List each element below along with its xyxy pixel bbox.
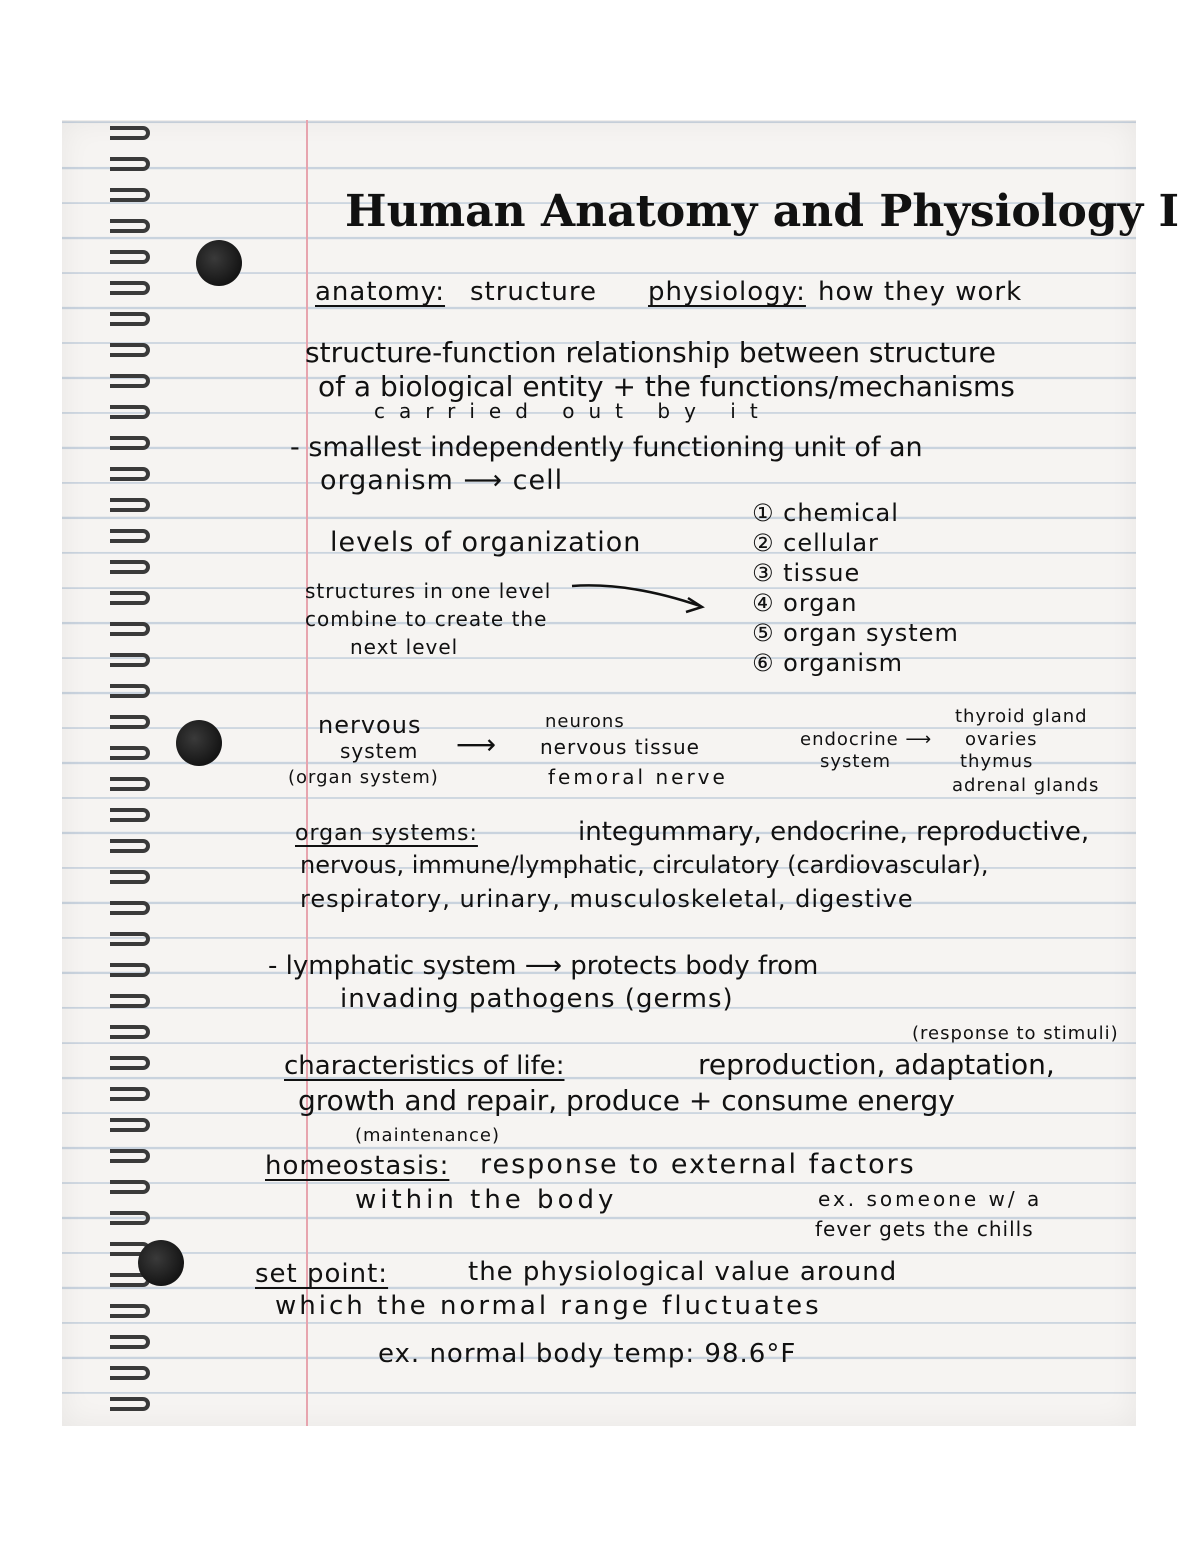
combine-line-3: next level bbox=[350, 635, 459, 659]
cell-definition-line-1: - smallest independently functioning unit of an bbox=[290, 432, 923, 463]
level-item: ① chemical bbox=[752, 499, 899, 527]
spiral-coil bbox=[110, 281, 150, 295]
nervous-system-line-3: (organ system) bbox=[288, 767, 439, 788]
homeostasis-example-2: fever gets the chills bbox=[815, 1217, 1034, 1241]
spiral-coil bbox=[110, 901, 150, 915]
level-item: ③ tissue bbox=[752, 559, 861, 587]
level-item: ② cellular bbox=[752, 529, 879, 557]
spiral-coil bbox=[110, 932, 150, 946]
adrenal-glands-label: adrenal glands bbox=[952, 775, 1100, 796]
spiral-coil bbox=[110, 1025, 150, 1039]
spiral-coil bbox=[110, 250, 150, 264]
spiral-coil bbox=[110, 157, 150, 171]
spiral-coil bbox=[110, 1056, 150, 1070]
organ-systems-line-1: integummary, endocrine, reproductive, bbox=[578, 817, 1090, 847]
nervous-system-line-1: nervous bbox=[318, 711, 422, 739]
homeostasis-line-1: response to external factors bbox=[480, 1149, 916, 1180]
organ-systems-line-3: respiratory, urinary, musculoskeletal, digestive bbox=[300, 885, 914, 913]
spiral-coil bbox=[110, 746, 150, 760]
spiral-coil bbox=[110, 653, 150, 667]
set-point-term: set point: bbox=[255, 1259, 389, 1289]
spiral-coil bbox=[110, 1304, 150, 1318]
spiral-coil bbox=[110, 622, 150, 636]
spiral-coil bbox=[110, 529, 150, 543]
characteristics-line-2: growth and repair, produce + consume energy bbox=[298, 1084, 955, 1117]
spiral-coil bbox=[110, 343, 150, 357]
neurons-label: neurons bbox=[545, 711, 625, 732]
lymphatic-line-1: - lymphatic system ⟶ protects body from bbox=[268, 951, 819, 981]
characteristics-line-1: reproduction, adaptation, bbox=[698, 1048, 1055, 1081]
anatomy-definition: structure bbox=[470, 277, 597, 307]
spiral-coil bbox=[110, 1118, 150, 1132]
spiral-coil bbox=[110, 1211, 150, 1225]
punch-hole-top bbox=[196, 240, 242, 286]
set-point-example: ex. normal body temp: 98.6°F bbox=[378, 1339, 797, 1369]
spiral-coil bbox=[110, 126, 150, 140]
spiral-binding bbox=[60, 120, 156, 1426]
spiral-coil bbox=[110, 777, 150, 791]
spiral-coil bbox=[110, 467, 150, 481]
spiral-coil bbox=[110, 219, 150, 233]
spiral-coil bbox=[110, 715, 150, 729]
spiral-coil bbox=[110, 839, 150, 853]
spiral-coil bbox=[110, 1180, 150, 1194]
homeostasis-line-2: within the body bbox=[355, 1185, 618, 1215]
spiral-coil bbox=[110, 1149, 150, 1163]
nervous-system-line-2: system bbox=[340, 739, 419, 763]
characteristics-of-life-term: characteristics of life: bbox=[284, 1051, 565, 1081]
spiral-coil bbox=[110, 436, 150, 450]
homeostasis-example-1: ex. someone w/ a bbox=[818, 1187, 1043, 1211]
physiology-term: physiology: bbox=[648, 277, 806, 307]
spiral-coil bbox=[110, 312, 150, 326]
spiral-coil bbox=[110, 498, 150, 512]
femoral-nerve-label: femoral nerve bbox=[548, 765, 728, 789]
spiral-coil bbox=[110, 870, 150, 884]
spiral-coil bbox=[110, 374, 150, 388]
set-point-line-2: which the normal range fluctuates bbox=[275, 1291, 822, 1321]
organ-systems-line-2: nervous, immune/lymphatic, circulatory (cardiovascular), bbox=[300, 851, 989, 879]
spiral-coil bbox=[110, 1087, 150, 1101]
endocrine-line-2: system bbox=[820, 751, 892, 772]
spiral-coil bbox=[110, 1335, 150, 1349]
structure-function-line-3: carried out by it bbox=[374, 399, 772, 423]
structure-function-line-1: structure-function relationship between structure bbox=[305, 336, 996, 369]
punch-hole-bottom bbox=[138, 1240, 184, 1286]
spiral-coil bbox=[110, 1397, 150, 1411]
nervous-arrow-icon: ⟶ bbox=[456, 728, 498, 761]
spiral-coil bbox=[110, 405, 150, 419]
spiral-coil bbox=[110, 591, 150, 605]
ovaries-label: ovaries bbox=[965, 729, 1038, 750]
physiology-definition: how they work bbox=[818, 277, 1023, 307]
punch-hole-middle bbox=[176, 720, 222, 766]
spiral-coil bbox=[110, 808, 150, 822]
combine-line-2: combine to create the bbox=[305, 607, 548, 631]
cell-definition-line-2: organism ⟶ cell bbox=[320, 465, 564, 496]
set-point-line-1: the physiological value around bbox=[468, 1257, 898, 1287]
level-item: ④ organ bbox=[752, 589, 858, 617]
page-title: Human Anatomy and Physiology I bbox=[345, 186, 1180, 237]
spiral-coil bbox=[110, 994, 150, 1008]
nervous-tissue-label: nervous tissue bbox=[540, 735, 700, 759]
arrow-icon bbox=[570, 578, 710, 618]
thyroid-gland-label: thyroid gland bbox=[955, 706, 1088, 727]
lymphatic-line-2: invading pathogens (germs) bbox=[340, 984, 734, 1014]
spiral-coil bbox=[110, 188, 150, 202]
spiral-coil bbox=[110, 963, 150, 977]
spiral-coil bbox=[110, 1366, 150, 1380]
endocrine-line-1: endocrine ⟶ bbox=[800, 729, 933, 750]
stimuli-note: (response to stimuli) bbox=[912, 1023, 1119, 1044]
structure-function-line-2: of a biological entity + the functions/mechanisms bbox=[318, 370, 1015, 403]
anatomy-term: anatomy: bbox=[315, 277, 446, 307]
level-item: ⑤ organ system bbox=[752, 619, 959, 647]
organ-systems-term: organ systems: bbox=[295, 821, 478, 846]
spiral-coil bbox=[110, 560, 150, 574]
thymus-label: thymus bbox=[960, 751, 1034, 772]
maintenance-note: (maintenance) bbox=[355, 1125, 500, 1146]
combine-line-1: structures in one level bbox=[305, 579, 552, 603]
spiral-coil bbox=[110, 684, 150, 698]
level-item: ⑥ organism bbox=[752, 649, 903, 677]
homeostasis-term: homeostasis: bbox=[265, 1151, 450, 1181]
levels-heading: levels of organization bbox=[330, 527, 642, 558]
